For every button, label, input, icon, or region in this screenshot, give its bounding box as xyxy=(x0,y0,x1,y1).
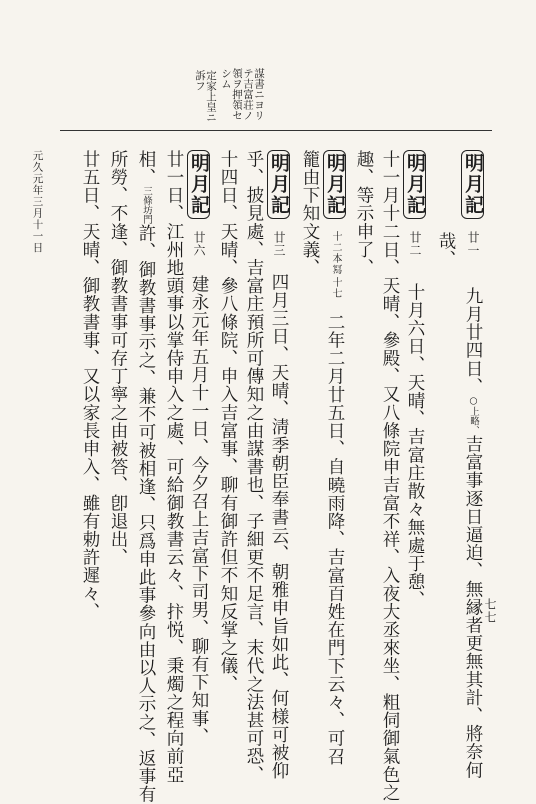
column-2 xyxy=(437,232,455,268)
entry-number: 廿二 xyxy=(408,231,422,257)
entry-number: 十二本冩 xyxy=(330,231,341,275)
column-6 xyxy=(323,150,346,766)
entry-number: 廿三 xyxy=(272,231,286,257)
entry-continuation: 十四日、天晴、參八條院、申入吉富事、聊有御許但不知反掌之儀、 xyxy=(218,150,238,693)
column-3 xyxy=(403,150,426,609)
source-label: 明月記 xyxy=(187,150,210,219)
source-label: 明月記 xyxy=(403,150,426,219)
page-number: 七七 xyxy=(483,598,497,624)
column-4 xyxy=(381,150,399,802)
entry-continuation: 哉、 xyxy=(436,232,456,269)
column-15 xyxy=(81,150,99,621)
entry-body: 許、御教書事示之、兼不可被相逢、只爲申此事參向由以人示之、返事有 xyxy=(136,224,156,804)
entry-continuation: 廿五日、天晴、御教書事、又以家長申入、雖有勅許遲々、 xyxy=(80,150,100,621)
source-label: 明月記 xyxy=(461,150,484,219)
column-13 xyxy=(137,150,155,803)
entry-continuation: 籠由下知文義、 xyxy=(300,150,320,277)
inline-note: 三條坊門 xyxy=(141,186,152,225)
entry-body: 吉富事逐日逼迫、無縁者更無其計、將奈何 xyxy=(463,435,483,780)
entry-body: 四月三日、天晴、淸季朝臣奉書云、朝雅申旨如此、何様可被仰 xyxy=(269,273,289,780)
column-9 xyxy=(245,150,263,784)
column-10 xyxy=(219,150,237,693)
column-8 xyxy=(267,150,290,780)
inline-note: ○上略、 xyxy=(468,395,479,436)
column-1 xyxy=(461,150,484,779)
headnote-1: 謀書ニヨリテ吉富荘ノ領ヲ押領セシム xyxy=(219,68,265,121)
entry-continuation: 趣、等示申了、 xyxy=(354,150,374,277)
entry-body: 建永元年五月十一日、今夕召上吉富下司男、聊有下知事、 xyxy=(189,275,209,746)
column-14 xyxy=(109,150,127,566)
entry-continuation: 相、 xyxy=(136,150,156,187)
column-11 xyxy=(187,150,210,746)
source-label: 明月記 xyxy=(267,150,290,219)
side-date: 元久元年三月十一日 xyxy=(31,150,44,254)
headnote-2: 定家上皇ニ訴フ xyxy=(193,70,217,123)
entry-number: 廿六 xyxy=(192,231,206,257)
entry-continuation: 廿一日、江州地頭事以掌侍申入之處、可給御教書云々、抃悦、秉燭之程向前亞 xyxy=(164,150,184,784)
column-5 xyxy=(355,150,373,277)
entry-body: 十月六日、天晴、吉富庄散々無處于憩、 xyxy=(405,283,425,609)
header-rule xyxy=(60,130,492,131)
entry-continuation: 所勞、不逢、御教書事可存丁寧之由被答、卽退出、 xyxy=(108,150,128,567)
entry-number: 廿一 xyxy=(466,231,480,257)
entry-continuation: 十一月十二日、天晴、參殿、又八條院申吉富不祥、入夜大丞來坐、粗伺御氣色之 xyxy=(380,150,400,802)
entry-continuation: 乎、披見處、吉富庄預所可傳知之由謀書也、子細更不足言、末代之法甚可恐、 xyxy=(244,150,264,784)
entry-number: 十七 xyxy=(330,277,341,299)
entry-date: 九月廿四日、 xyxy=(463,287,483,396)
entry-body: 二年二月廿五日、自曉雨降、吉富百姓在門下云々、可召 xyxy=(325,313,345,766)
column-12 xyxy=(165,150,183,784)
source-label: 明月記 xyxy=(323,150,346,219)
column-7 xyxy=(301,150,319,277)
